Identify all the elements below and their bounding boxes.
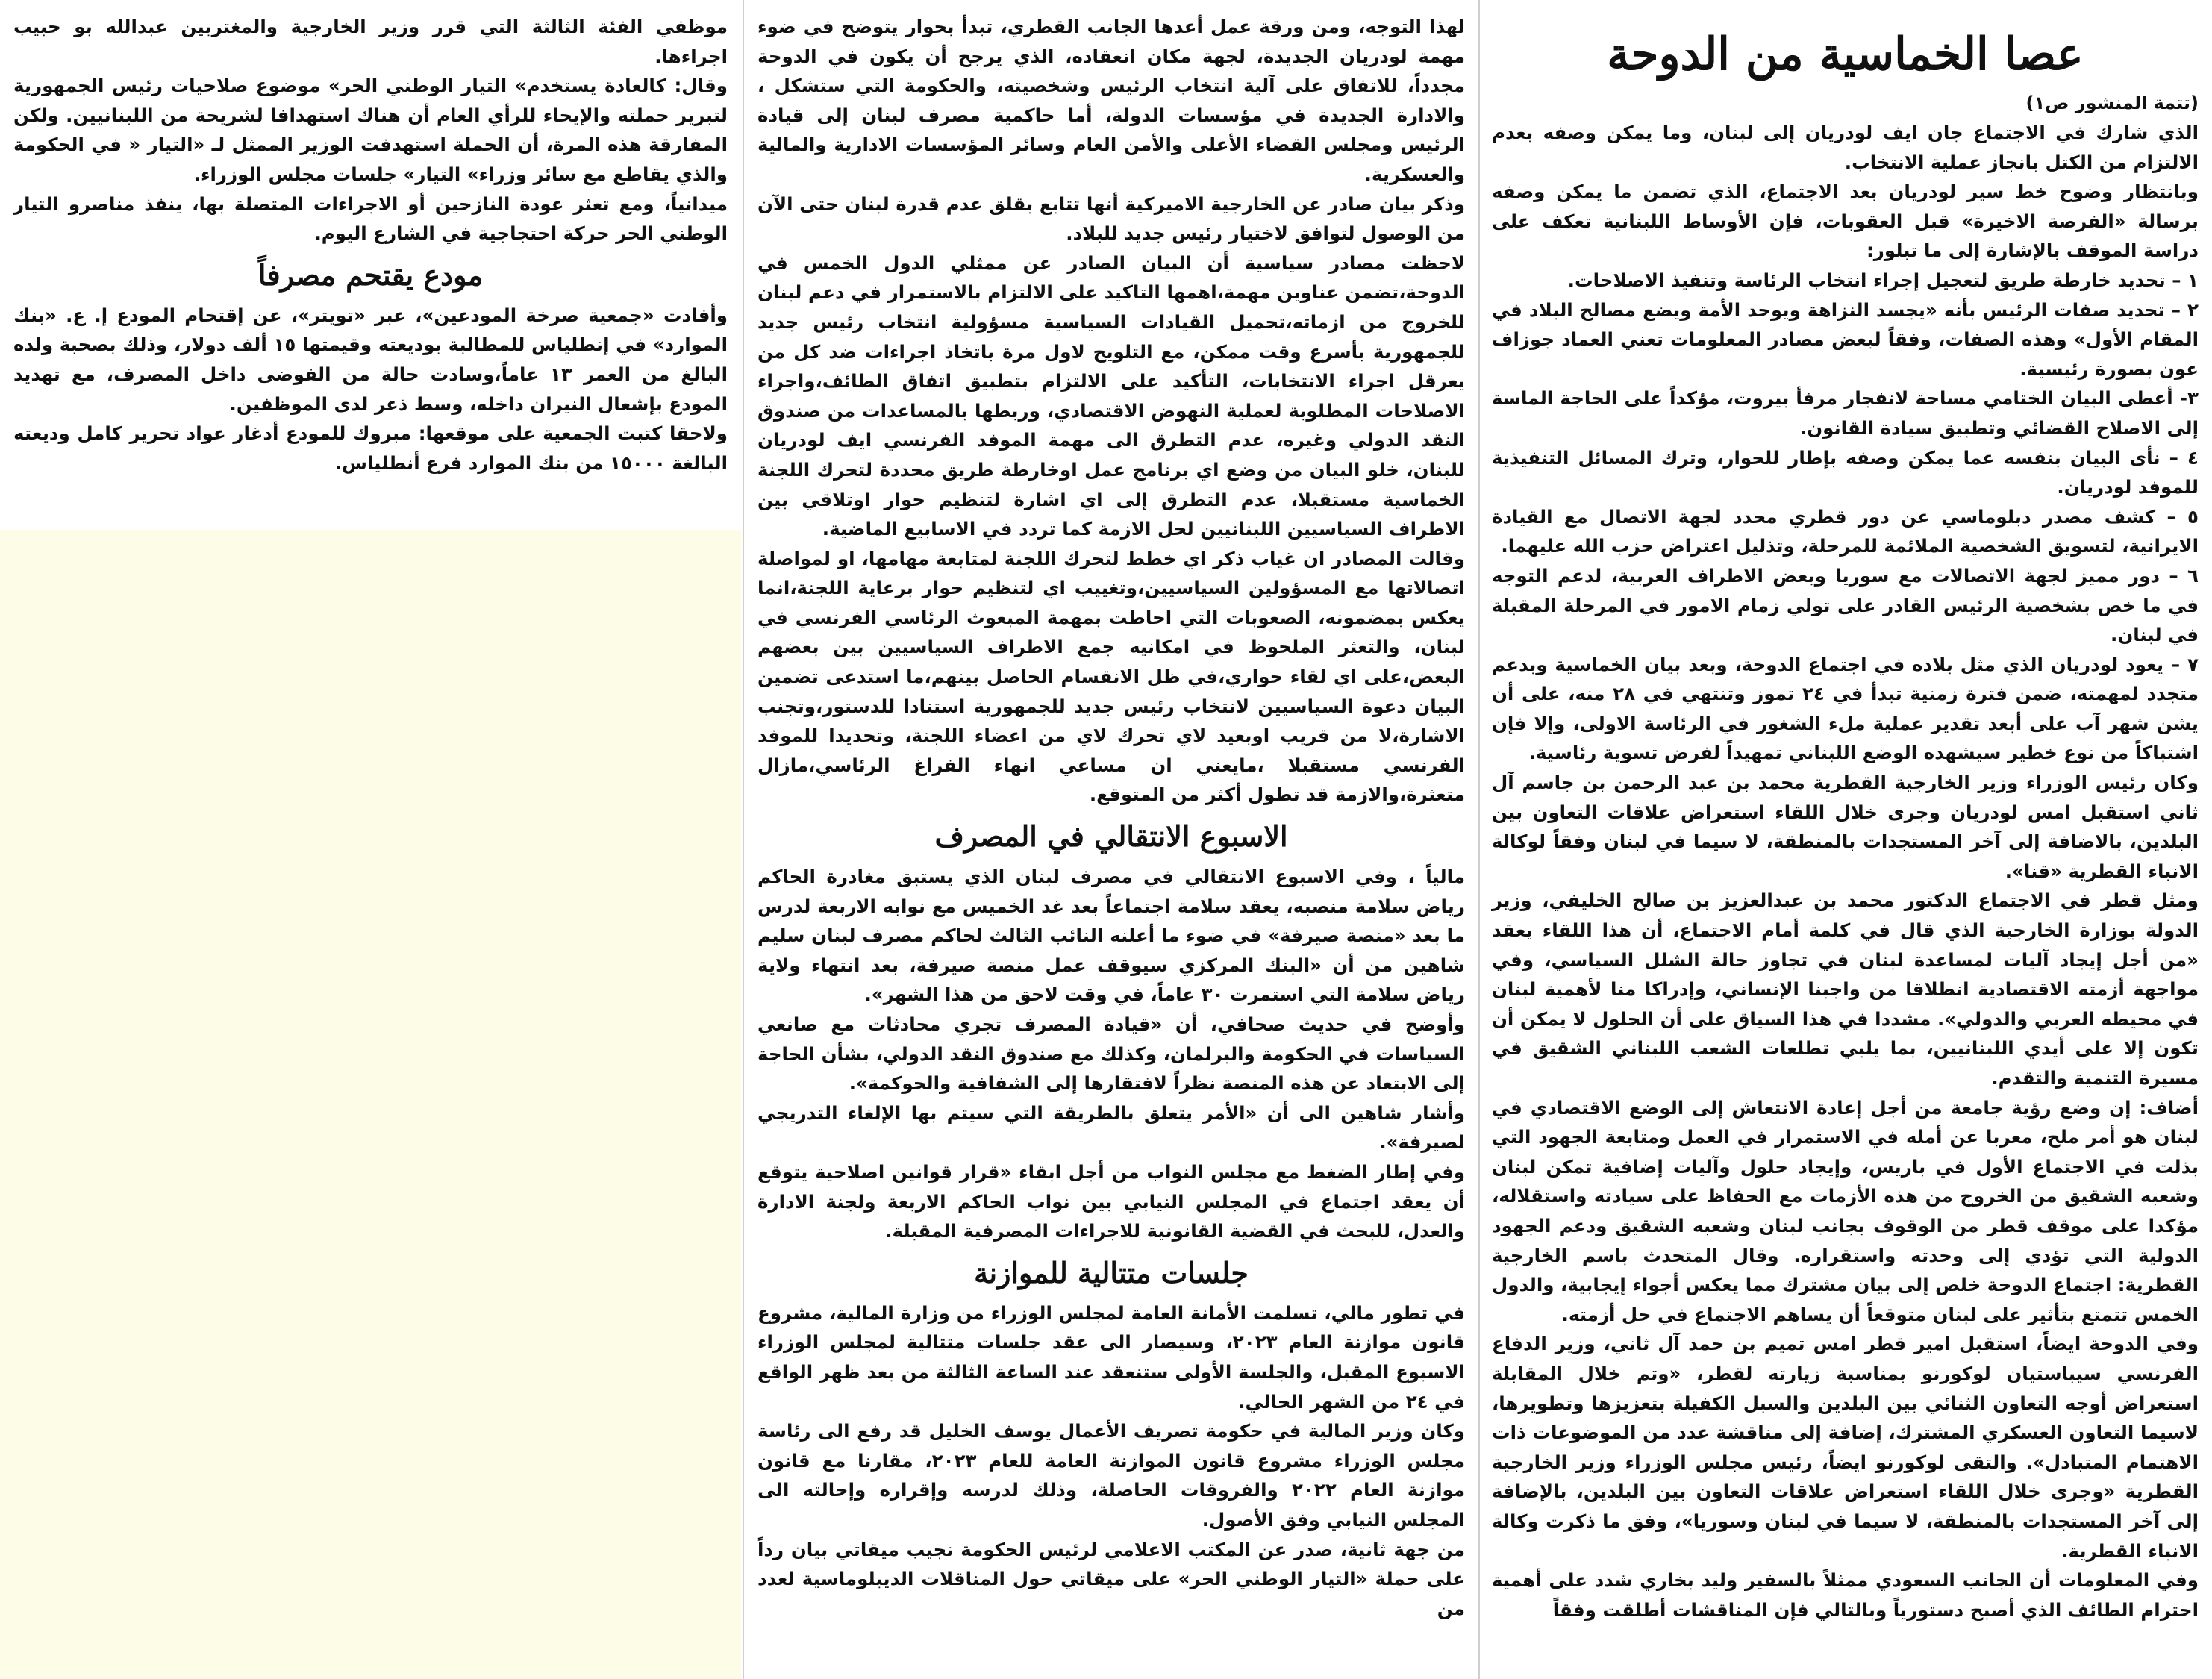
paragraph: وذكر بيان صادر عن الخارجية الاميركية أنها تتابع بقلق عدم قدرة لبنان حتى الآن من الوصول لتوافق لاختيار رئيس جديد للبلاد. — [757, 193, 1465, 245]
paragraph: في تطور مالي، تسلمت الأمانة العامة لمجلس الوزراء من وزارة المالية، مشروع قانون موازنة العام ٢٠٢٣، وسيصار الى عقد جلسات متتالية لمجلس الوزراء الاسبوع المقبل، والجلسة الأولى ستنعقد عند الساعة الثالثة من بعد ظهر الواقع في ٢٤ من الشهر الحالي. — [757, 1301, 1465, 1413]
paragraph: وفي الدوحة ايضاً، استقبل امير قطر امس تميم بن حمد آل ثاني، وزير الدفاع الفرنسي سيباستيان لوكورنو بمناسبة زيارته لقطر، «وتم خلال المقابلة استعراض أوجه التعاون الثنائي بين البلدين والسبل الكفيلة بتعزيزها وتطويرها، لاسيما التعاون العسكري المشترك، إضافة إلى مناقشة عدد من الموضوعات ذات الاهتمام المتبادل». والتقى لوكورنو ايضاً، رئيس مجلس الوزراء وزير الخارجية القطرية «وجرى خلال اللقاء استعراض علاقات التعاون بين البلدين، بالإضافة إلى آخر المستجدات بالمنطقة، لا سيما في لبنان وسوريا»، وفق ما ذكرت وكالة الانباء القطرية. — [1492, 1333, 2199, 1562]
paragraph: لهذا التوجه، ومن ورقة عمل أعدها الجانب القطري، تبدأ بحوار يتوضح في ضوء مهمة لودريان الجديدة، لجهة مكان انعقاده، الذي يرجح أن يكون في الدوحة مجدداً، للاتفاق على آلية انتخاب الرئيس وشخصيته، والحكومة التي ستشكل ، والادارة الجديدة في مؤسسات الدولة، أما حاكمية مصرف لبنان إلى قيادة الرئيس ومجلس القضاء الأعلى والأمن العام وسائر المؤسسات الادارية والمالية والعسكرية. — [757, 16, 1465, 185]
section-title-budget: جلسات متتالية للموازنة — [974, 1255, 1249, 1289]
list-item: ٥ – كشف مصدر دبلوماسي عن دور قطري محدد لجهة الاتصال مع القيادة الايرانية، لتسويق الشخصية الملائمة للمرحلة، وتذليل اعتراض حزب الله عليهما. — [1492, 505, 2199, 557]
paragraph: موظفي الفئة الثالثة التي قرر وزير الخارجية والمغتربين عبدالله بو حبيب اجراءها. — [13, 16, 728, 67]
paragraph: الذي شارك في الاجتماع جان ايف لودريان إلى لبنان، وما يمكن وصفه بعدم الالتزام من الكتل بانجاز عملية الانتخاب. — [1492, 122, 2199, 173]
paragraph: مالياً ، وفي الاسبوع الانتقالي في مصرف لبنان الذي يستبق مغادرة الحاكم رياض سلامة منصبه، يعقد سلامة اجتماعاً بعد غد الخميس مع نوابه الاربعة لدرس ما بعد «منصة صيرفة» في ضوء ما أعلنه النائب الثالث لحاكم مصرف لبنان سليم شاهين من أن «البنك المركزي سيوقف عمل منصة صيرفة، بعد انتهاء ولاية رياض سلامة التي استمرت ٣٠ عاماً، في وقت لاحق من هذا الشهر». — [757, 866, 1465, 1006]
list-item: ٢ – تحديد صفات الرئيس بأنه «يجسد النزاهة ويوحد الأمة ويضع مصالح البلاد في المقام الأول» وهذه الصفات، وفقاً لبعض مصادر المعلومات تعني العماد جوزاف عون بصورة رئيسية. — [1492, 298, 2199, 380]
paragraph: ومثل قطر في الاجتماع الدكتور محمد بن عبدالعزيز بن صالح الخليفي، وزير الدولة بوزارة الخارجية الذي قال في كلمة أمام الاجتماع، أن هذا اللقاء يعقد «من أجل إيجاد آليات لمساعدة لبنان في تجاوز حالة الشلل السياسي، وفي مواجهة أزمته الاقتصادية انطلاقا من واجبنا الإنساني، وإدراكا منا لأهمية لبنان في محيطه العربي والدولي». مشددا في هذا السياق على أن الحلول لا يمكن أن تكون إلا على أيدي اللبنانيين، بما يلبي تطلعات الشعب اللبناني الشقيق في مسيرة التنمية والتقدم. — [1492, 889, 2199, 1089]
paragraph: وأوضح في حديث صحافي، أن «قيادة المصرف تجري محادثات مع صانعي السياسات في الحكومة والبرلمان، وكذلك مع صندوق النقد الدولي، بشأن الحاجة إلى الابتعاد عن هذه المنصة نظراً لافتقارها إلى الشفافية والحوكمة». — [757, 1013, 1465, 1095]
paragraph: لاحظت مصادر سياسية أن البيان الصادر عن ممثلي الدول الخمس في الدوحة،تضمن عناوين مهمة،اهمها التاكيد على الالتزام بالاستمرار في دعم لبنان للخروج من ازماته،تحميل القيادات السياسية مسؤولية انتخاب رئيس جديد للجمهورية بأسرع وقت ممكن، مع التلويح لاول مرة باتخاذ اجراءات ضد كل من يعرقل اجراء الانتخابات، التأكيد على الالتزام بتطبيق اتفاق الطائف،واجراء الاصلاحات المطلوبة لعملية النهوض الاقتصادي، وربطها بالمساعدات من صندوق النقد الدولي وغيره، عدم التطرق الى مهمة الموفد الفرنسي ايف لودريان للبنان، خلو البيان من وضع اي برنامج عمل اوخارطة طريق محددة لتحرك اللجنة الخماسية مستقبلا، عدم التطرق إلى اي اشارة لتنظيم حوار اوتلاقي بين الاطراف السياسيين اللبنانيين لحل الازمة كما تردد في الاسابيع الماضية. — [757, 251, 1465, 540]
paragraph: وأشار شاهين الى أن «الأمر يتعلق بالطريقة التي سيتم بها الإلغاء التدريجي لصيرفة». — [757, 1101, 1465, 1154]
paragraph: وفي المعلومات أن الجانب السعودي ممثلاً بالسفير وليد بخاري شدد على أهمية احترام الطائف الذي أصبح دستورياً وبالتالي فإن المناقشات أطلقت وفقاً — [1492, 1569, 2199, 1621]
paragraph: وقال: كالعادة يستخدم» التيار الوطني الحر» موضوع صلاحيات رئيس الجمهورية لتبرير حملته والإيحاء للرأي العام أن هناك استهدافا لشريحة من اللبنانيين. ولكن المفارقة هذه المرة، أن الحملة استهدفت الوزير الممثل لـ «التيار « في الحكومة والذي يقاطع مع سائر وزراء» التيار» جلسات مجلس الوزراء. — [13, 75, 728, 185]
paragraph: وأفادت «جمعية صرخة المودعين»، عبر «تويتر»، عن إقتحام المودع إ. ع. «بنك الموارد» في إنطلياس للمطالبة بوديعته وقيمتها ١٥ ألف دولار، وذلك بصحبة ولده البالغ من العمر ١٣ عاماً،وسادت حالة من الفوضى داخل المصرف، مع تهديد المودع بإشعال النيران داخله، وسط ذعر لدى الموظفين. — [13, 304, 728, 415]
column-left — [0, 0, 741, 1679]
section-title-depositor: مودع يقتحم مصرفاً — [257, 257, 484, 292]
column-middle — [743, 0, 1480, 1679]
paragraph: وبانتظار وضوح خط سير لودريان بعد الاجتماع، الذي تضمن ما يمكن وصفه برسالة «الفرصة الاخيرة» قبل العقوبات، فإن الأوساط اللبنانية تعكف على دراسة الموقف بالإشارة إلى ما تبلور: — [1492, 181, 2199, 262]
list-item: ٣- أعطى البيان الختامي مساحة لانفجار مرفأ بيروت، مؤكداً على الحاجة الماسة إلى الاصلاح القضائي وتطبيق سيادة القانون. — [1492, 387, 2199, 439]
list-item: ١ – تحديد خارطة طريق لتعجيل إجراء انتخاب الرئاسة وتنفيذ الاصلاحات. — [1567, 269, 2199, 291]
paragraph: ولاحقا كتبت الجمعية على موقعها: مبروك للمودع أدغار عواد تحرير كامل وديعته البالغة ١٥٠٠٠ من بنك الموارد فرع أنطلياس. — [13, 422, 728, 474]
section-title-bank: الاسبوع الانتقالي في المصرف — [934, 819, 1288, 854]
list-item: ٧ – يعود لودريان الذي مثل بلاده في اجتماع الدوحة، وبعد بيان الخماسية وبدعم متجدد لمهمته، ضمن فترة زمنية تبدأ في ٢٤ تموز وتنتهي في ٢٨ منه، على أن يشن شهر آب على أبعد تقدير عملية ملء الشغور في الرئاسة الاولى، وإلا فإن اشتباكاً من نوع خطير سيشهده الوضع اللبناني تمهيداً لفرض تسوية رئاسية. — [1492, 653, 2199, 764]
column-right — [1481, 0, 2212, 1679]
paragraph: ميدانياً، ومع تعثر عودة النازحين أو الاجراءات المتصلة بها، ينفذ مناصرو التيار الوطني الحر حركة احتجاجية في الشارع اليوم. — [13, 193, 728, 245]
paragraph: من جهة ثانية، صدر عن المكتب الاعلامي لرئيس الحكومة نجيب ميقاتي بيان رداً على حملة «التيار الوطني الحر» على ميقاتي حول المناقلات الديبلوماسية لعدد من — [757, 1538, 1465, 1619]
list-item: ٤ – نأى البيان بنفسه عما يمكن وصفه بإطار للحوار، وترك المسائل التنفيذية للموفد لودريان. — [1492, 446, 2199, 498]
list-item: ٦ – دور مميز لجهة الاتصالات مع سوريا وبعض الاطراف العربية، لدعم التوجه في ما خص بشخصية الرئيس القادر على تولي زمام الامور في المرحلة المقبلة في لبنان. — [1492, 564, 2199, 646]
main-headline: عصا الخماسية من الدوحة — [1607, 28, 2084, 81]
paragraph: وكان وزير المالية في حكومة تصريف الأعمال يوسف الخليل قد رفع الى رئاسة مجلس الوزراء مشروع قانون الموازنة العامة للعام ٢٠٢٣، مقارنا مع قانون موازنة العام ٢٠٢٢ والفروقات الحاصلة، وذلك لدرسه وإقراره وإحالته الى المجلس النيابي وفق الأصول. — [757, 1420, 1465, 1531]
paragraph: وقالت المصادر ان غياب ذكر اي خطط لتحرك اللجنة لمتابعة مهامها، او لمواصلة اتصالاتها مع المسؤولين السياسيين،وتغييب اي لتنظيم حوار برعاية اللجنة،انما يعكس بمضمونه، الصعوبات التي احاطت بمهمة المبعوث الرئاسي الفرنسي في لبنان، والتعثر الملحوظ في امكانيه جمع الاطراف السياسيين بين بعضهم البعض،على اي لقاء حواري،في ظل الانقسام الحاصل بينهم،ما استدعى تضمين البيان دعوة السياسيين لانتخاب رئيس جديد للجمهورية استنادا للدستور،وتجنب الاشارة،لا من قريب اوبعيد لاي تحرك لاي من اعضاء اللجنة، وتحديدا للموفد الفرنسي مستقبلا ،مايعني ان مساعي انهاء الفراغ الرئاسي،مازال متعثرة،والازمة قد تطول أكثر من المتوقع. — [757, 547, 1465, 806]
paragraph: وكان رئيس الوزراء وزير الخارجية القطرية محمد بن عبد الرحمن بن جاسم آل ثاني استقبل امس لودريان وجرى خلال اللقاء استعراض علاقات التعاون بين البلدين، بالاضافة إلى آخر المستجدات بالمنطقة، لا سيما في لبنان وفقاً لوكالة الانباء القطرية «قنا». — [1492, 772, 2199, 882]
paragraph: أضاف: إن وضع رؤية جامعة من أجل إعادة الانتعاش إلى الوضع الاقتصادي في لبنان هو أمر ملح، معربا عن أمله في الاستمرار في العمل ومتابعة الجهود التي بذلت في الاجتماع الأول في باريس، وإيجاد حلول وآليات إضافية تمكن لبنان وشعبه الشقيق من الخروج من هذه الأزمات مع الحفاظ على سيادته واستقلاله، مؤكدا على موقف قطر من الوقوف بجانب لبنان وشعبه الشقيق ودعم الجهود الدولية التي تؤدي إلى وحدته واستقراره. وقال المتحدث باسم الخارجية القطرية: اجتماع الدوحة خلص إلى بيان مشترك مما يعكس أجواء إيجابية، والدول الخمس تتمتع بتأثير على لبنان متوقعاً أن يساهم الاجتماع في حل أزمته. — [1492, 1096, 2199, 1325]
continued-note: (تتمة المنشور ص١) — [2025, 93, 2199, 113]
paragraph: وفي إطار الضغط مع مجلس النواب من أجل ابقاء «قرار قوانين اصلاحية يتوقع أن يعقد اجتماع في المجلس النيابي بين نواب الحاكم الاربعة ولجنة الادارة والعدل، للبحث في القضية القانونية للاجراءات المصرفية المقبلة. — [757, 1160, 1465, 1242]
